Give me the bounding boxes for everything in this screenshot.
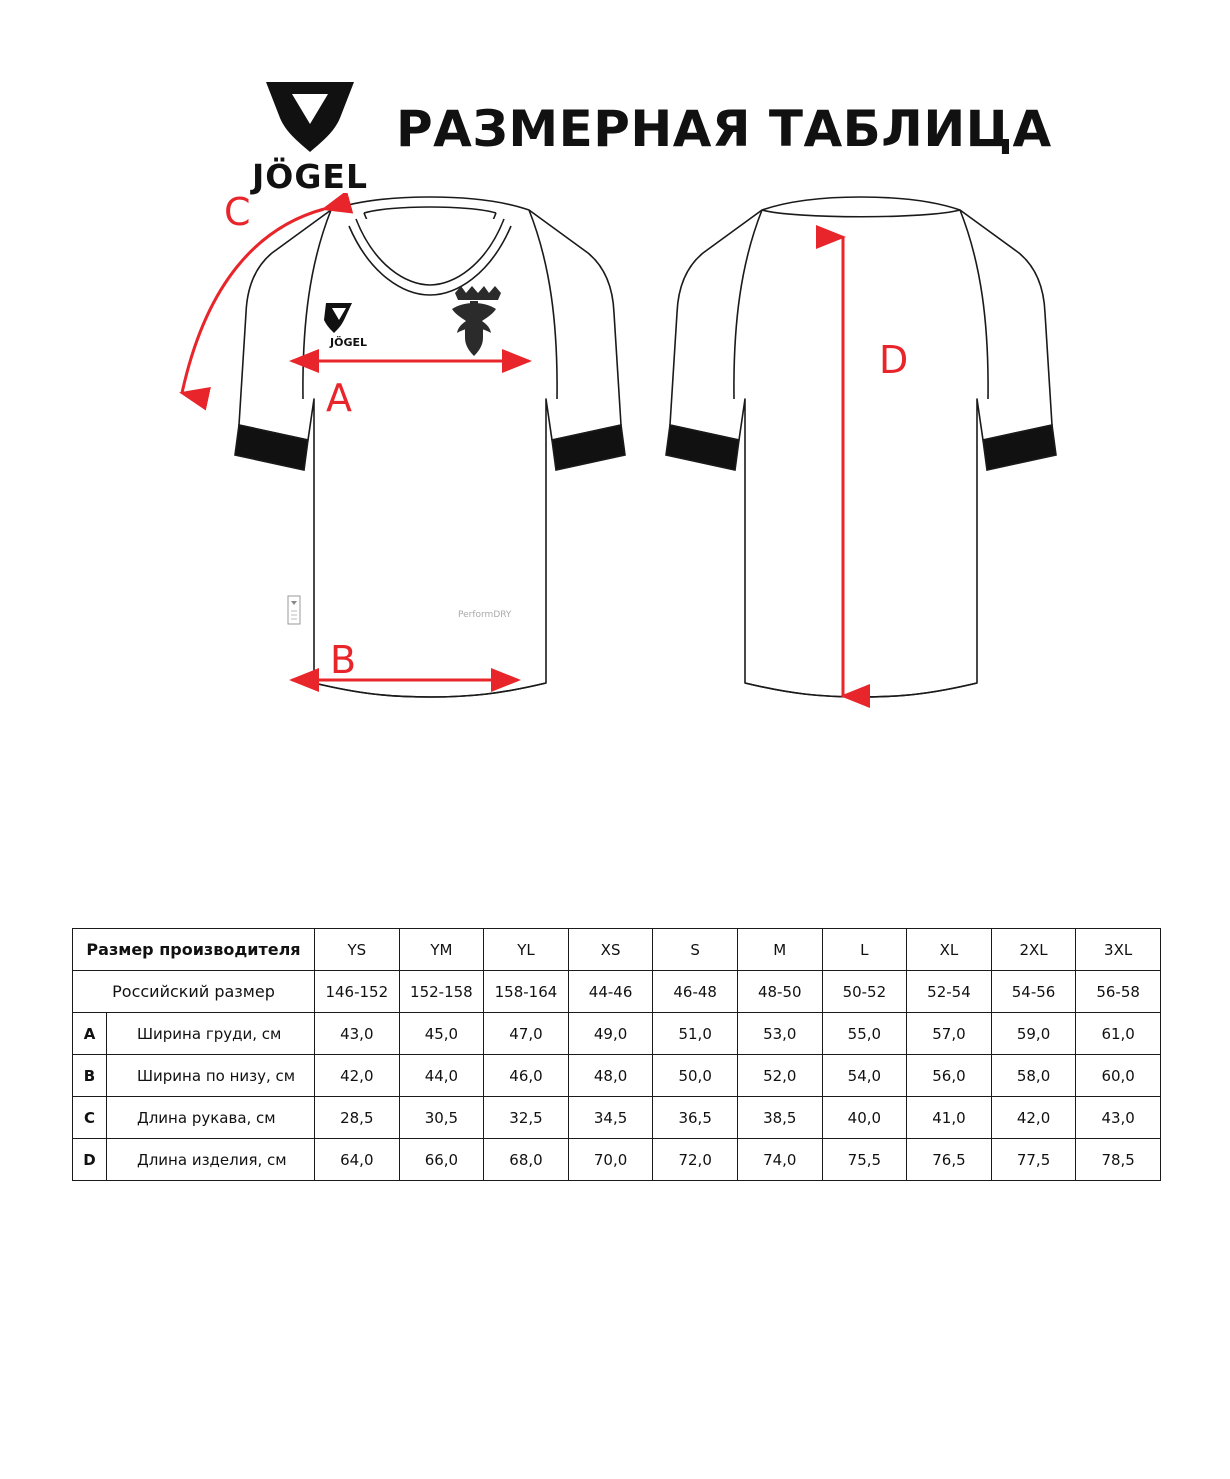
- measure-cell: 54,0: [822, 1055, 907, 1097]
- size-cell: YM: [399, 929, 484, 971]
- measure-cell: 72,0: [653, 1139, 738, 1181]
- measure-cell: 70,0: [568, 1139, 653, 1181]
- svg-text:JÖGEL: JÖGEL: [330, 336, 367, 349]
- russian-size-cell: 158-164: [484, 971, 569, 1013]
- jersey-illustration: [0, 193, 1230, 813]
- measure-cell: 53,0: [737, 1013, 822, 1055]
- table-row: [73, 1097, 1161, 1139]
- table-row: [73, 1013, 1161, 1055]
- russian-size-cell: 54-56: [991, 971, 1076, 1013]
- measure-cell: 48,0: [568, 1055, 653, 1097]
- measure-cell: 42,0: [991, 1097, 1076, 1139]
- row-letter: C: [73, 1097, 107, 1139]
- measure-cell: 59,0: [991, 1013, 1076, 1055]
- measure-cell: 41,0: [907, 1097, 992, 1139]
- table-row-russian-size: [73, 971, 1161, 1013]
- measure-cell: 40,0: [822, 1097, 907, 1139]
- measure-cell: 76,5: [907, 1139, 992, 1181]
- russian-size-cell: 50-52: [822, 971, 907, 1013]
- measure-a-label: A: [326, 376, 352, 420]
- size-cell: XS: [568, 929, 653, 971]
- size-cell: 2XL: [991, 929, 1076, 971]
- jersey-care-label: [288, 596, 300, 624]
- russian-size-cell: 44-46: [568, 971, 653, 1013]
- page-header: [0, 0, 1230, 196]
- measure-c-label: C: [224, 193, 251, 234]
- measure-cell: 75,5: [822, 1139, 907, 1181]
- measure-cell: 74,0: [737, 1139, 822, 1181]
- row-label: Длина рукава, см: [107, 1097, 315, 1139]
- brand-logo: [252, 78, 368, 196]
- row-letter: A: [73, 1013, 107, 1055]
- measure-cell: 28,5: [315, 1097, 400, 1139]
- russian-size-cell: 46-48: [653, 971, 738, 1013]
- measure-d-label: D: [879, 338, 909, 382]
- size-cell: YL: [484, 929, 569, 971]
- brand-wordmark: JÖGEL: [252, 157, 368, 196]
- measure-cell: 77,5: [991, 1139, 1076, 1181]
- russian-size-cell: 48-50: [737, 971, 822, 1013]
- measure-cell: 49,0: [568, 1013, 653, 1055]
- table-row: [73, 1055, 1161, 1097]
- row-letter: B: [73, 1055, 107, 1097]
- row-label: Длина изделия, см: [107, 1139, 315, 1181]
- measure-cell: 50,0: [653, 1055, 738, 1097]
- measure-cell: 38,5: [737, 1097, 822, 1139]
- measure-cell: 57,0: [907, 1013, 992, 1055]
- measure-cell: 56,0: [907, 1055, 992, 1097]
- measure-cell: 64,0: [315, 1139, 400, 1181]
- measure-cell: 45,0: [399, 1013, 484, 1055]
- size-cell: L: [822, 929, 907, 971]
- measure-cell: 58,0: [991, 1055, 1076, 1097]
- measure-cell: 43,0: [315, 1013, 400, 1055]
- jogel-crown-icon: [262, 78, 358, 156]
- page-title: РАЗМЕРНАЯ ТАБЛИЦА: [396, 99, 1052, 158]
- table-row: [73, 1139, 1161, 1181]
- measure-cell: 78,5: [1076, 1139, 1161, 1181]
- size-cell: YS: [315, 929, 400, 971]
- measure-cell: 55,0: [822, 1013, 907, 1055]
- measure-cell: 61,0: [1076, 1013, 1161, 1055]
- measure-cell: 68,0: [484, 1139, 569, 1181]
- russian-size-cell: 152-158: [399, 971, 484, 1013]
- size-table-wrapper: [72, 928, 1160, 1181]
- measure-cell: 32,5: [484, 1097, 569, 1139]
- size-table: [72, 928, 1161, 1181]
- size-cell: M: [737, 929, 822, 971]
- measure-cell: 66,0: [399, 1139, 484, 1181]
- size-cell: S: [653, 929, 738, 971]
- measure-cell: 52,0: [737, 1055, 822, 1097]
- table-row-manufacturer-size: [73, 929, 1161, 971]
- measure-cell: 42,0: [315, 1055, 400, 1097]
- row-label: Ширина груди, см: [107, 1013, 315, 1055]
- row-letter: D: [73, 1139, 107, 1181]
- measure-cell: 30,5: [399, 1097, 484, 1139]
- russian-size-cell: 56-58: [1076, 971, 1161, 1013]
- measure-cell: 36,5: [653, 1097, 738, 1139]
- measure-b-label: B: [330, 638, 357, 682]
- russian-size-cell: 52-54: [907, 971, 992, 1013]
- jersey-tech-text: PerformDRY: [458, 610, 512, 620]
- header-russian-size: Российский размер: [73, 971, 315, 1013]
- measure-cell: 60,0: [1076, 1055, 1161, 1097]
- row-label: Ширина по низу, см: [107, 1055, 315, 1097]
- size-cell: 3XL: [1076, 929, 1161, 971]
- measure-cell: 43,0: [1076, 1097, 1161, 1139]
- header-manufacturer-size: Размер производителя: [73, 929, 315, 971]
- measure-cell: 46,0: [484, 1055, 569, 1097]
- measure-cell: 34,5: [568, 1097, 653, 1139]
- size-cell: XL: [907, 929, 992, 971]
- russian-size-cell: 146-152: [315, 971, 400, 1013]
- measure-cell: 44,0: [399, 1055, 484, 1097]
- jersey-diagram-svg: [0, 193, 1230, 813]
- measure-cell: 51,0: [653, 1013, 738, 1055]
- measure-cell: 47,0: [484, 1013, 569, 1055]
